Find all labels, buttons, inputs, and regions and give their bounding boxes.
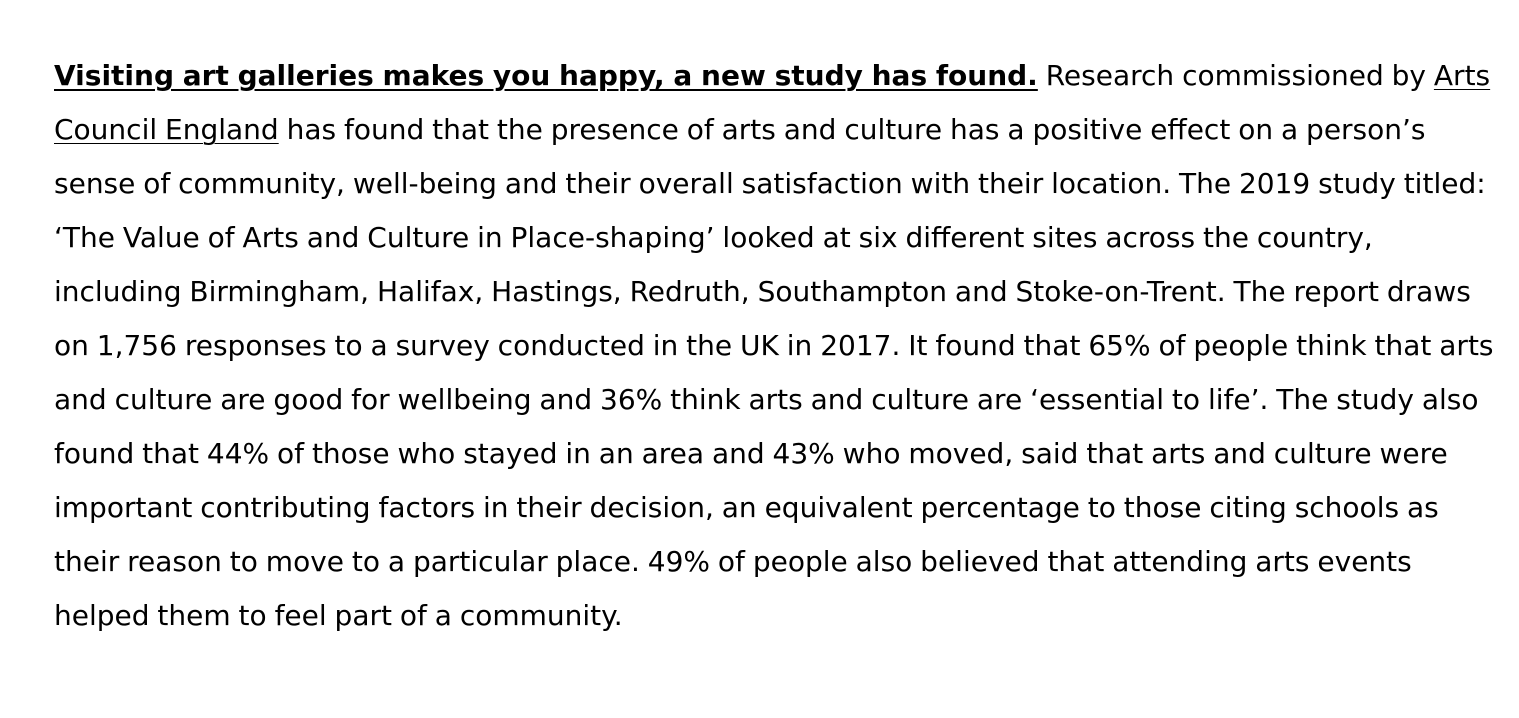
intro-text: Research commissioned by xyxy=(1037,59,1434,92)
headline-link[interactable]: Visiting art galleries makes you happy, a new study has found. xyxy=(54,59,1038,92)
body-text: has found that the presence of arts and culture has a positive effect on a person’s sense of community, well-being and their overall satisfaction with their location. The 2019 study titled: ‘The Value of Arts and Culture in Place-shaping’ looked at six different sites across the country, including Birmingham, Halifax, Hastings, Redruth, Southampton and Stoke-on-Trent. The report draws on 1,756 responses to a survey conducted in the UK in 2017. It found that 65% of people think that arts and culture are good for wellbeing and 36% think arts and culture are ‘essential to life’. The study also found that 44% of those who stayed in an area and 43% who moved, said that arts and culture were important contributing factors in their decision, an equivalent percentage to those citing schools as their reason to move to a particular place. 49% of people also believed that attending arts events helped them to feel part of a community. xyxy=(54,113,1494,632)
article-paragraph xyxy=(54,49,1494,643)
arts-council-england-link[interactable]: Arts Council England xyxy=(54,59,1491,146)
